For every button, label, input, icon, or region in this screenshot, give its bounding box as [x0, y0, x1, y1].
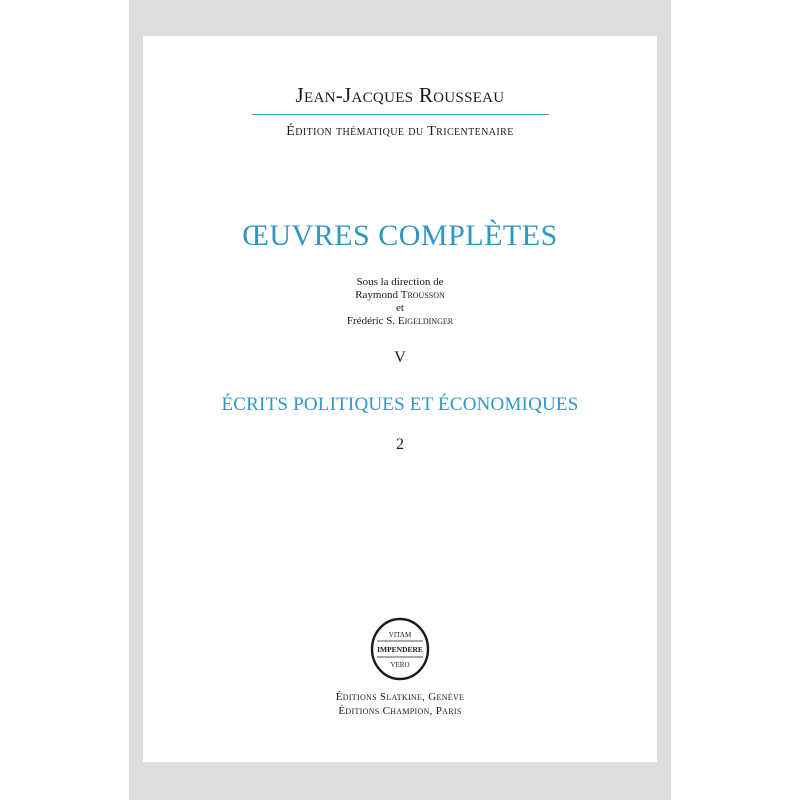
seal-line-3: VERO — [390, 661, 410, 669]
editor-2-first: Frédéric S. — [346, 315, 396, 327]
edition-line: Édition thématique du Tricentenaire — [286, 124, 514, 139]
direction-intro: Sous la direction de — [356, 276, 444, 288]
book-cover — [143, 36, 657, 762]
editor-1-first: Raymond — [355, 289, 398, 301]
volume-number: V — [394, 349, 406, 366]
part-number: 2 — [396, 436, 404, 453]
editor-1 — [143, 289, 657, 301]
editor-2-last: Eigeldinger — [397, 315, 454, 327]
direction-conjunction: et — [396, 302, 404, 314]
title-divider — [252, 114, 549, 115]
editor-1-last: Trousson — [400, 289, 445, 301]
vitam-impendere-vero-seal-icon — [369, 617, 431, 681]
editor-2 — [143, 315, 657, 327]
publisher-1: Éditions Slatkine, Genève — [335, 691, 465, 703]
seal-line-2: IMPENDERE — [377, 645, 423, 654]
main-title: ŒUVRES COMPLÈTES — [242, 219, 558, 252]
publisher-2: Éditions Champion, Paris — [338, 705, 462, 717]
author-name: Jean-Jacques Rousseau — [295, 83, 505, 107]
seal-line-1: VITAM — [388, 631, 412, 639]
volume-subtitle: ÉCRITS POLITIQUES ET ÉCONOMIQUES — [221, 394, 579, 415]
